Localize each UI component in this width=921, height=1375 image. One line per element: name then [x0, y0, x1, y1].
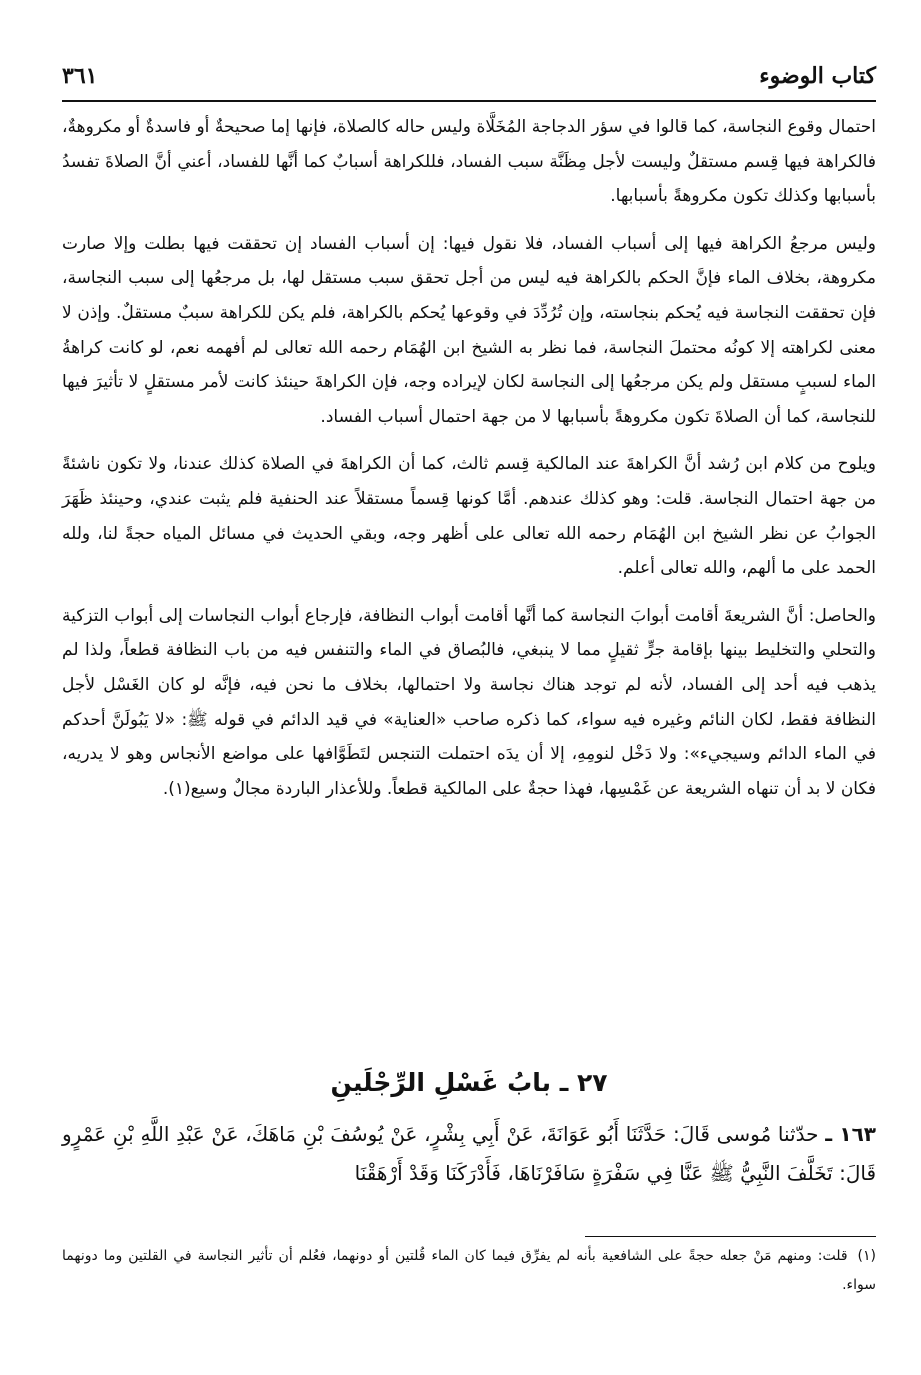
paragraph-1: احتمال وقوع النجاسة، كما قالوا في سؤر الدجاجة المُخَلَّاة وليس حاله كالصلاة، فإنها إما صحيحةٌ أو فاسدةٌ أو مكروهةٌ، فالكراهة فيها قِسم مستقلٌ وليست لأجل مِظَنَّة سبب الفساد، فللكراهة أسبابٌ كما أنَّها للفساد، أعني أنَّ الصلاةَ تفسدُ بأسبابها وكذلك تكون مكروهةً بأسبابها.: [62, 117, 876, 207]
running-header: [62, 56, 876, 96]
chapter-title: كتاب الوضوء: [759, 63, 876, 89]
footnote-text: قلت: ومنهم مَنْ جعله حجةً على الشافعية بأنه لم يفرِّق فيما كان الماء قُلتين أو دونهما، فعُلم أن تأثير النجاسة في القلتين وما دونهما سواء.: [62, 1248, 876, 1293]
footnote-divider: [585, 1236, 876, 1237]
paragraph-2: وليس مرجعُ الكراهة فيها إلى أسباب الفساد، فلا نقول فيها: إن أسباب الفساد إن تحققت فيها بطلت وإلا صارت مكروهة، بخلاف الماء فإنَّ الحكم بالكراهة فيه ليس من أجل تحقق سبب مستقل لها، بل مرجعُها إلى سبب النجاسة، فإن تحققت النجاسة فيه يُحكم بنجاسته، وإن تُرُدِّدَ في وقوعها يُحكم بالكراهة، فلم يكن للكراهة سببٌ مستقلٌ. وإذن لا معنى لكراهته إلا كونُه محتملَ النجاسة، فما نظر به الشيخ ابن الهُمَام رحمه الله تعالى لم أفهمه نعم، لو كانت كراهةُ الماء لسببٍ مستقل ولم يكن مرجعُها إلى النجاسة لكان لإيراده وجه، فإن الكراهةَ حينئذ كانت لأمر مستقلٍ لا تأثيرَ فيها للنجاسة، كما أن الصلاةَ تكون مكروهةً بأسبابها لا من جهة احتمال أسباب الفساد.: [62, 233, 876, 427]
header-divider: [62, 100, 876, 102]
hadith-text: حدّثنا مُوسى قَالَ: حَدَّثَنَا أَبُو عَوَانَةَ، عَنْ أَبِي بِشْرٍ، عَنْ يُوسُفَ بْنِ مَاهَكَ، عَنْ عَبْدِ اللَّهِ بْنِ عَمْرٍو قَالَ: تَخَلَّفَ النَّبِيُّ ﷺ عَنَّا فِي سَفْرَةٍ سَافَرْنَاهَا، فَأَدْرَكَنَا وَقَدْ أَرْهَقْنَا: [62, 1122, 876, 1185]
hadith-number: ١٦٣ ـ: [825, 1122, 877, 1146]
hadith-paragraph: [62, 1115, 876, 1193]
page-number: ٣٦١: [62, 63, 98, 89]
paragraph-4: والحاصل: أنَّ الشريعةَ أقامت أبوابَ النجاسة كما أنَّها أقامت أبواب النظافة، فإرجاع أبواب النجاسات إلى أبواب التزكية والتحلي والتخليط بينها بإقامة جرٍّ ثقيلٍ مما لا ينبغي، فالبُصاق في الماء والتنفس فيه من باب النظافة قطعاً، ولذا لم يذهب فيه أحد إلى الفساد، لأنه لم توجد هناك نجاسة ولا احتمالها، بخلاف ما نحن فيه، فإنَّه لو كان الغَسْل لأجل النظافة فقط، لكان النائم وغيره فيه سواء، كما ذكره صاحب «العناية» في قيد الدائم في قوله ﷺ: «لا يَبُولَنَّ أحدكم في الماء الدائم وسيجيء»: ولا دَخْل لنومِهِ، إلا أن يدَه احتملت التنجس لتَطَوَّافها على مواضع الأنجاس وهو لا يدريه، فكان لا بد أن تنهاه الشريعة عن غَمْسِها، فهذا حجةٌ على المالكية قطعاً. وللأعذار الباردة مجالٌ وسيع(١).: [62, 605, 876, 799]
section-heading: ٢٧ ـ بابُ غَسْلِ الرِّجْلَينِ: [330, 1068, 608, 1097]
hadith-block: [62, 1115, 876, 1193]
footnote-marker: (١): [857, 1248, 876, 1264]
footnote: [62, 1242, 876, 1300]
paragraph-3: ويلوح من كلام ابن رُشد أنَّ الكراهةَ عند المالكية قِسم ثالث، كما أن الكراهةَ في الصلاة كذلك عندنا، ولا تكون ناشئةً من جهة احتمال النجاسة. قلت: وهو كذلك عندهم. أمَّا كونها قِسماً مستقلاً عند الحنفية فلم يثبت عندي، وحينئذ ظَهَرَ الجوابُ عن نظر الشيخ ابن الهُمَام رحمه الله تعالى على أظهر وجه، وبقي الحديث في مسائل المياه حجةً لنا، ولله الحمد على ما ألهم، والله تعالى أعلم.: [62, 454, 876, 579]
footnote-paragraph: [62, 1242, 876, 1300]
main-text: [62, 110, 876, 819]
